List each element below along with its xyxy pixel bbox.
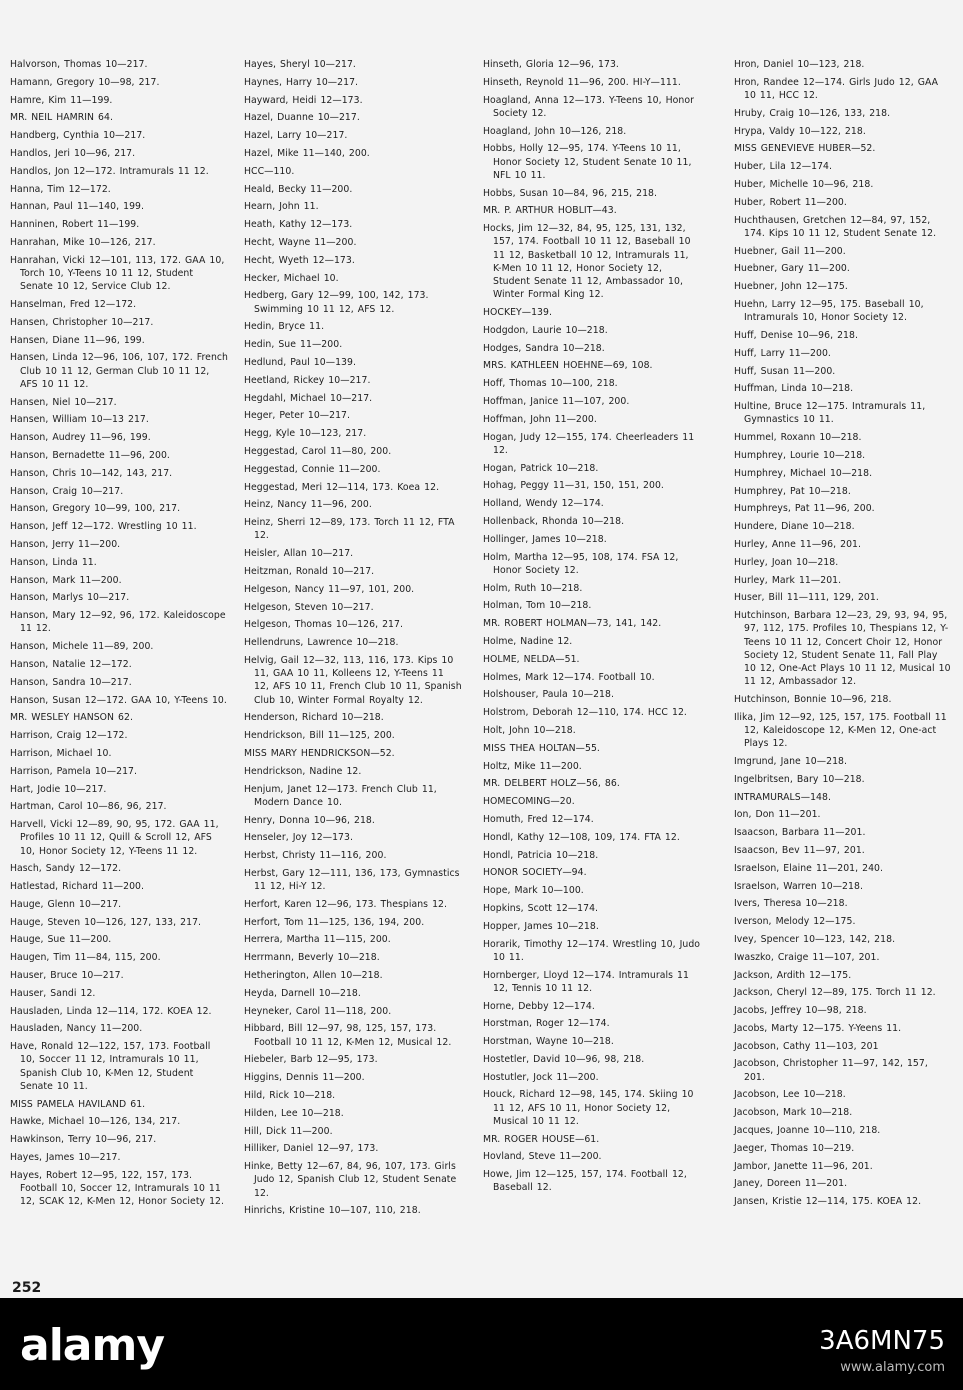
index-entry: Hauge, Steven 10—126, 127, 133, 217. bbox=[10, 916, 202, 928]
index-entry: Hostutler, Jock 11—200. bbox=[483, 1071, 599, 1083]
index-entry: Hron, Randee 12—174. Girls Judo 12, GAA 10 11, HCC 12. bbox=[734, 76, 939, 101]
index-entry: HOMECOMING—20. bbox=[483, 796, 575, 808]
index-entry: Hazel, Mike 11—140, 200. bbox=[244, 147, 370, 159]
index-entry: Hobbs, Susan 10—84, 96, 215, 218. bbox=[483, 187, 658, 199]
index-entry: Holme, Nadine 12. bbox=[483, 635, 573, 647]
index-entry: Hinseth, Reynold 11—96, 200. HI-Y—111. bbox=[483, 76, 681, 88]
index-column-3 bbox=[483, 58, 701, 1199]
index-entry: Heggestad, Meri 12—114, 173. Koea 12. bbox=[244, 481, 440, 493]
index-entry: Hutchinson, Bonnie 10—96, 218. bbox=[734, 693, 892, 705]
index-entry: Horne, Debby 12—174. bbox=[483, 1000, 595, 1012]
index-entry: Henjum, Janet 12—173. French Club 11, Modern Dance 10. bbox=[244, 783, 437, 808]
index-entry: Hanson, Gregory 10—99, 100, 217. bbox=[10, 503, 181, 515]
index-entry: Higgins, Dennis 11—200. bbox=[244, 1072, 365, 1084]
index-entry: Huff, Denise 10—96, 218. bbox=[734, 329, 858, 341]
index-entry: Heinz, Nancy 11—96, 200. bbox=[244, 499, 372, 511]
index-entry: Hundere, Diane 10—218. bbox=[734, 521, 855, 533]
watermark-image-id: 3A6MN75 bbox=[819, 1326, 945, 1356]
index-entry: Holm, Martha 12—95, 108, 174. FSA 12, Honor Society 12. bbox=[483, 551, 679, 576]
index-entry: Hecker, Michael 10. bbox=[244, 272, 339, 284]
index-entry: Hanson, Michele 11—89, 200. bbox=[10, 641, 154, 653]
index-entry: Hanninen, Robert 11—199. bbox=[10, 219, 140, 231]
index-entry: Israelson, Warren 10—218. bbox=[734, 880, 863, 892]
index-column-1 bbox=[10, 58, 228, 1213]
index-entry: Hogan, Judy 12—155, 174. Cheerleaders 11 12. bbox=[483, 431, 695, 456]
index-entry: Haugen, Tim 11—84, 115, 200. bbox=[10, 952, 161, 964]
index-entry: Henseler, Joy 12—173. bbox=[244, 832, 353, 844]
index-entry: Handlos, Jeri 10—96, 217. bbox=[10, 147, 136, 159]
index-entry: Hollinger, James 10—218. bbox=[483, 533, 607, 545]
watermark-logo: alamy bbox=[20, 1320, 164, 1371]
index-entry: Henry, Donna 10—96, 218. bbox=[244, 814, 375, 826]
index-entry: Huff, Susan 11—200. bbox=[734, 365, 836, 377]
index-entry: Hasch, Sandy 12—172. bbox=[10, 863, 122, 875]
index-entry: Herrmann, Beverly 10—218. bbox=[244, 952, 380, 964]
index-entry: Horstman, Wayne 10—218. bbox=[483, 1036, 614, 1048]
index-entry: Hauge, Glenn 10—217. bbox=[10, 898, 122, 910]
index-entry: Hiebeler, Barb 12—95, 173. bbox=[244, 1054, 378, 1066]
index-entry: Hild, Rick 10—218. bbox=[244, 1090, 336, 1102]
index-entry: HOCKEY—139. bbox=[483, 307, 552, 318]
index-entry: Huebner, Gail 11—200. bbox=[734, 245, 846, 257]
index-entry: Humphrey, Michael 10—218. bbox=[734, 467, 873, 479]
index-entry: MISS THEA HOLTAN—55. bbox=[483, 742, 600, 754]
index-entry: Hanson, Marlys 10—217. bbox=[10, 592, 130, 604]
index-entry: Hovland, Steve 11—200. bbox=[483, 1151, 602, 1163]
index-entry: Hohag, Peggy 11—31, 150, 151, 200. bbox=[483, 480, 664, 492]
index-entry: Iverson, Melody 12—175. bbox=[734, 916, 856, 928]
index-entry: MR. P. ARTHUR HOBLIT—43. bbox=[483, 205, 617, 217]
index-entry: HCC—110. bbox=[244, 165, 295, 177]
index-entry: Humphrey, Lourie 10—218. bbox=[734, 449, 866, 461]
index-entry: Holland, Wendy 12—174. bbox=[483, 498, 604, 510]
index-entry: Herfort, Tom 11—125, 136, 194, 200. bbox=[244, 916, 425, 928]
index-entry: Hayward, Heidi 12—173. bbox=[244, 94, 363, 106]
index-entry: Hedlund, Paul 10—139. bbox=[244, 356, 356, 368]
index-entry: Jacobson, Mark 10—218. bbox=[734, 1107, 853, 1119]
index-entry: Jackson, Cheryl 12—89, 175. Torch 11 12. bbox=[734, 987, 936, 999]
index-entry: Jacques, Joanne 10—110, 218. bbox=[734, 1125, 881, 1137]
index-entry: Huber, Michelle 10—96, 218. bbox=[734, 178, 874, 190]
index-entry: Horarik, Timothy 12—174. Wrestling 10, Judo 10 11. bbox=[483, 938, 701, 963]
index-entry: Hart, Jodie 10—217. bbox=[10, 783, 107, 795]
index-entry: Hornberger, Lloyd 12—174. Intramurals 11 12, Tennis 10 11 12. bbox=[483, 969, 689, 994]
index-entry: Harrison, Pamela 10—217. bbox=[10, 765, 138, 777]
index-entry: Ivers, Theresa 10—218. bbox=[734, 898, 848, 910]
index-entry: Hondl, Kathy 12—108, 109, 174. FTA 12. bbox=[483, 831, 680, 843]
index-entry: Hazel, Duanne 10—217. bbox=[244, 112, 360, 124]
index-entry: Jacobs, Marty 12—175. Y-Yeens 11. bbox=[734, 1022, 902, 1034]
index-entry: MR. DELBERT HOLZ—56, 86. bbox=[483, 778, 620, 790]
index-entry: Hodges, Sandra 10—218. bbox=[483, 342, 605, 354]
index-entry: Harvell, Vicki 12—89, 90, 95, 172. GAA 11, Profiles 10 11 12, Quill & Scroll 12, AFS 10, Honor Society 12, Y-Teens 11 12. bbox=[10, 819, 219, 857]
index-entry: HOLME, NELDA—51. bbox=[483, 653, 580, 665]
index-entry: Henderson, Richard 10—218. bbox=[244, 712, 384, 724]
index-entry: Hutchinson, Barbara 12—23, 29, 93, 94, 95, 97, 112, 175. Profiles 10, Thespians 12, Y-Teens 10 11 12, Concert Choir 12, Honor Society 12, Student Senate 11, Fall Play 10 12, One-Act Plays 10 11 12, Musical 10 11 12, Ambassador 12. bbox=[734, 610, 951, 688]
index-entry: Homuth, Fred 12—174. bbox=[483, 813, 594, 825]
index-entry: Jacobson, Cathy 11—103, 201 bbox=[734, 1040, 879, 1052]
index-entry: Hanson, Bernadette 11—96, 200. bbox=[10, 449, 170, 461]
index-entry: Hedin, Bryce 11. bbox=[244, 321, 325, 333]
index-entry: Helgeson, Nancy 11—97, 101, 200. bbox=[244, 583, 415, 595]
index-entry: Huber, Lila 12—174. bbox=[734, 161, 833, 173]
index-entry: Hearn, John 11. bbox=[244, 201, 319, 213]
index-entry: Hoffman, John 11—200. bbox=[483, 413, 597, 425]
index-entry: Hetherington, Allen 10—218. bbox=[244, 970, 383, 982]
index-entry: Humphreys, Pat 11—96, 200. bbox=[734, 503, 875, 515]
index-entry: Halvorson, Thomas 10—217. bbox=[10, 59, 148, 70]
index-entry: Hannan, Paul 11—140, 199. bbox=[10, 201, 145, 213]
index-entry: Helgeson, Thomas 10—126, 217. bbox=[244, 619, 403, 631]
index-entry: Isaacson, Barbara 11—201. bbox=[734, 827, 866, 839]
index-entry: Heisler, Allan 10—217. bbox=[244, 548, 354, 560]
index-entry: Hanson, Sandra 10—217. bbox=[10, 676, 132, 688]
index-entry: MISS GENEVIEVE HUBER—52. bbox=[734, 143, 876, 155]
index-entry: Hedberg, Gary 12—99, 100, 142, 173. Swimming 10 11 12, AFS 12. bbox=[244, 290, 429, 315]
index-entry: Jacobson, Christopher 11—97, 142, 157, 201. bbox=[734, 1058, 928, 1083]
index-entry: Hummel, Roxann 10—218. bbox=[734, 432, 862, 444]
index-entry: Huebner, Gary 11—200. bbox=[734, 263, 850, 275]
index-entry: Holt, John 10—218. bbox=[483, 724, 576, 736]
index-entry: Hauser, Sandi 12. bbox=[10, 987, 96, 999]
index-entry: Hayes, James 10—217. bbox=[10, 1152, 121, 1164]
index-entry: Hendrickson, Nadine 12. bbox=[244, 765, 362, 777]
index-entry: MRS. KATHLEEN HOEHNE—69, 108. bbox=[483, 360, 653, 372]
index-entry: Jacobs, Jeffrey 10—98, 218. bbox=[734, 1005, 867, 1017]
index-entry: Heath, Kathy 12—173. bbox=[244, 219, 353, 231]
index-entry: Isaacson, Bev 11—97, 201. bbox=[734, 844, 865, 856]
index-entry: Hurley, Joan 10—218. bbox=[734, 556, 839, 568]
index-entry: Hoagland, John 10—126, 218. bbox=[483, 125, 627, 137]
index-entry: Janey, Doreen 11—201. bbox=[734, 1178, 848, 1190]
index-entry: Hinseth, Gloria 12—96, 173. bbox=[483, 59, 619, 70]
index-entry: MR. ROBERT HOLMAN—73, 141, 142. bbox=[483, 618, 662, 630]
index-entry: Handberg, Cynthia 10—217. bbox=[10, 130, 146, 142]
index-entry: Heitzman, Ronald 10—217. bbox=[244, 565, 375, 577]
index-entry: Hausladen, Nancy 11—200. bbox=[10, 1023, 143, 1035]
index-entry: Huser, Bill 11—111, 129, 201. bbox=[734, 592, 879, 604]
index-entry: Hecht, Wayne 11—200. bbox=[244, 236, 357, 248]
index-entry: Hendrickson, Bill 11—125, 200. bbox=[244, 730, 395, 742]
index-entry: Hogan, Patrick 10—218. bbox=[483, 462, 599, 474]
index-entry: Harrison, Michael 10. bbox=[10, 747, 112, 759]
index-entry: Hopper, James 10—218. bbox=[483, 920, 599, 932]
index-entry: Huehn, Larry 12—95, 175. Baseball 10, Intramurals 10, Honor Society 12. bbox=[734, 298, 924, 324]
index-entry: Hanselman, Fred 12—172. bbox=[10, 298, 137, 310]
index-entry: Hostetler, David 10—96, 98, 218. bbox=[483, 1053, 645, 1065]
index-entry: Huchthausen, Gretchen 12—84, 97, 152, 174. Kips 10 11 12, Student Senate 12. bbox=[734, 214, 937, 239]
index-entry: Hanson, Mary 12—92, 96, 172. Kaleidoscope 11 12. bbox=[10, 610, 226, 635]
index-entry: Hartman, Carol 10—86, 96, 217. bbox=[10, 801, 167, 813]
index-entry: Hanson, Chris 10—142, 143, 217. bbox=[10, 467, 173, 479]
index-entry: Ivey, Spencer 10—123, 142, 218. bbox=[734, 933, 896, 945]
index-entry: Heyda, Darnell 10—218. bbox=[244, 987, 361, 999]
index-entry: Holman, Tom 10—218. bbox=[483, 600, 592, 612]
index-entry: Hegdahl, Michael 10—217. bbox=[244, 392, 373, 404]
index-entry: Holmes, Mark 12—174. Football 10. bbox=[483, 671, 655, 683]
index-entry: Hrypa, Valdy 10—122, 218. bbox=[734, 125, 866, 137]
index-entry: Holshouser, Paula 10—218. bbox=[483, 689, 614, 701]
index-entry: Hanson, Mark 11—200. bbox=[10, 574, 122, 586]
watermark-banner bbox=[0, 1298, 963, 1390]
index-entry: Hocks, Jim 12—32, 84, 95, 125, 131, 132, 157, 174. Football 10 11 12, Baseball 10 11 12, Basketball 10 12, Intramurals 11, K-Men 10 11 12, Honor Society 12, Student Senate 11 12, Ambassador 10, Winter Formal King 12. bbox=[483, 223, 691, 301]
index-entry: Haynes, Harry 10—217. bbox=[244, 76, 359, 88]
index-entry: Huebner, John 12—175. bbox=[734, 281, 848, 293]
index-entry: MR. ROGER HOUSE—61. bbox=[483, 1133, 600, 1145]
index-entry: Hansen, Niel 10—217. bbox=[10, 396, 117, 408]
index-entry: Holstrom, Deborah 12—110, 174. HCC 12. bbox=[483, 707, 687, 719]
index-entry: Jacobson, Lee 10—218. bbox=[734, 1089, 846, 1101]
index-entry: Heger, Peter 10—217. bbox=[244, 410, 351, 422]
index-entry: MR. NEIL HAMRIN 64. bbox=[10, 112, 113, 124]
index-entry: MISS MARY HENDRICKSON—52. bbox=[244, 747, 395, 759]
index-entry: Hedin, Sue 11—200. bbox=[244, 339, 343, 351]
index-entry: Hilden, Lee 10—218. bbox=[244, 1107, 344, 1119]
index-entry: Huff, Larry 11—200. bbox=[734, 347, 831, 359]
index-entry: Heald, Becky 11—200. bbox=[244, 183, 353, 195]
index-entry: Jackson, Ardith 12—175. bbox=[734, 969, 852, 981]
index-column-2 bbox=[244, 58, 462, 1222]
index-entry: Hawke, Michael 10—126, 134, 217. bbox=[10, 1116, 181, 1128]
index-entry: Hultine, Bruce 12—175. Intramurals 11, Gymnastics 10 11. bbox=[734, 401, 926, 426]
index-entry: Hanrahan, Vicki 12—101, 113, 172. GAA 10, Torch 10, Y-Teens 10 11 12, Student Senate 10 12, Service Club 12. bbox=[10, 254, 225, 293]
index-entry: Hibbard, Bill 12—97, 98, 125, 157, 173. Football 10 11 12, K-Men 12, Musical 12. bbox=[244, 1023, 452, 1048]
index-entry: Hinke, Betty 12—67, 84, 96, 107, 173. Girls Judo 12, Spanish Club 12, Student Senate 12. bbox=[244, 1161, 457, 1199]
index-entry: Hoffman, Janice 11—107, 200. bbox=[483, 395, 630, 407]
index-entry: Ion, Don 11—201. bbox=[734, 809, 821, 821]
index-entry: Hansen, Christopher 10—217. bbox=[10, 316, 154, 328]
index-entry: Hawkinson, Terry 10—96, 217. bbox=[10, 1134, 157, 1146]
index-entry: Hayes, Robert 12—95, 122, 157, 173. Football 10, Soccer 12, Intramurals 10 11 12, SCAK 12, K-Men 12, Honor Society 12. bbox=[10, 1169, 225, 1208]
index-entry: Hoagland, Anna 12—173. Y-Teens 10, Honor Society 12. bbox=[483, 94, 694, 119]
index-entry: Heyneker, Carol 11—118, 200. bbox=[244, 1005, 392, 1017]
index-entry: Hill, Dick 11—200. bbox=[244, 1125, 333, 1137]
index-entry: INTRAMURALS—148. bbox=[734, 791, 831, 803]
index-entry: Hruby, Craig 10—126, 133, 218. bbox=[734, 107, 891, 119]
index-entry: Hansen, William 10—13 217. bbox=[10, 414, 149, 426]
index-entry: MISS PAMELA HAVILAND 61. bbox=[10, 1098, 146, 1110]
index-entry: Hanson, Audrey 11—96, 199. bbox=[10, 432, 151, 444]
index-entry: Hanson, Susan 12—172. GAA 10, Y-Teens 10. bbox=[10, 694, 227, 706]
index-entry: Hobbs, Holly 12—95, 174. Y-Teens 10 11, Honor Society 12, Student Senate 10 11, NFL 10 11. bbox=[483, 143, 692, 181]
index-entry: Heetland, Rickey 10—217. bbox=[244, 374, 371, 386]
index-entry: Hellendruns, Lawrence 10—218. bbox=[244, 637, 399, 649]
index-entry: Hausladen, Linda 12—114, 172. KOEA 12. bbox=[10, 1005, 212, 1017]
index-entry: Helgeson, Steven 10—217. bbox=[244, 601, 374, 613]
index-entry: Hurley, Anne 11—96, 201. bbox=[734, 538, 862, 550]
index-entry: Ingelbritsen, Bary 10—218. bbox=[734, 773, 865, 785]
index-entry: HONOR SOCIETY—94. bbox=[483, 867, 587, 879]
index-entry: Ilika, Jim 12—92, 125, 157, 175. Football 11 12, Kaleidoscope 12, K-Men 12, One-act Plays 12. bbox=[734, 711, 947, 750]
index-entry: Hauser, Bruce 10—217. bbox=[10, 970, 124, 982]
index-entry: Hegg, Kyle 10—123, 217. bbox=[244, 428, 367, 440]
index-entry: Hanson, Craig 10—217. bbox=[10, 485, 124, 497]
index-entry: Jambor, Janette 11—96, 201. bbox=[734, 1160, 873, 1172]
index-entry: Heggestad, Carol 11—80, 200. bbox=[244, 445, 392, 457]
index-entry: Hanrahan, Mike 10—126, 217. bbox=[10, 236, 156, 248]
index-entry: Hanna, Tim 12—172. bbox=[10, 183, 111, 195]
index-entry: Handlos, Jon 12—172. Intramurals 11 12. bbox=[10, 165, 209, 177]
watermark-url: www.alamy.com bbox=[840, 1360, 945, 1375]
index-entry: Hansen, Linda 12—96, 106, 107, 172. French Club 10 11 12, German Club 10 11 12, AFS 10 11 12. bbox=[10, 352, 228, 390]
index-entry: Jaeger, Thomas 10—219. bbox=[734, 1142, 855, 1154]
index-entry: Hron, Daniel 10—123, 218. bbox=[734, 59, 865, 70]
index-entry: Hopkins, Scott 12—174. bbox=[483, 902, 599, 914]
index-entry: Herrera, Martha 11—115, 200. bbox=[244, 934, 391, 946]
index-entry: Hanson, Natalie 12—172. bbox=[10, 658, 132, 670]
index-entry: Houck, Richard 12—98, 145, 174. Skiing 10 11 12, AFS 10 11, Honor Society 12, Musical 10 11 12. bbox=[483, 1089, 694, 1127]
index-entry: Howe, Jim 12—125, 157, 174. Football 12, Baseball 12. bbox=[483, 1169, 687, 1194]
index-entry: Hilliker, Daniel 12—97, 173. bbox=[244, 1143, 379, 1155]
index-entry: Hayes, Sheryl 10—217. bbox=[244, 59, 356, 70]
index-entry: Holtz, Mike 11—200. bbox=[483, 760, 582, 772]
index-entry: Hazel, Larry 10—217. bbox=[244, 130, 348, 142]
index-column-4 bbox=[734, 58, 952, 1213]
index-entry: Imgrund, Jane 10—218. bbox=[734, 755, 848, 767]
index-entry: Horstman, Roger 12—174. bbox=[483, 1018, 610, 1030]
index-entry: Hanson, Linda 11. bbox=[10, 556, 97, 568]
index-entry: Huffman, Linda 10—218. bbox=[734, 383, 854, 395]
index-entry: Hope, Mark 10—100. bbox=[483, 885, 584, 897]
index-entry: Hanson, Jeff 12—172. Wrestling 10 11. bbox=[10, 521, 197, 533]
page-number: 252 bbox=[12, 1280, 42, 1296]
index-entry: Hecht, Wyeth 12—173. bbox=[244, 254, 355, 266]
index-entry: Hodgdon, Laurie 10—218. bbox=[483, 324, 608, 336]
index-entry: Heggestad, Connie 11—200. bbox=[244, 463, 381, 475]
index-entry: Have, Ronald 12—122, 157, 173. Football 10, Soccer 11 12, Intramurals 10 11, Spanish Club 10, K-Men 12, Student Senate 10 11. bbox=[10, 1041, 211, 1092]
index-entry: Hauge, Sue 11—200. bbox=[10, 934, 112, 946]
index-entry: Herbst, Gary 12—111, 136, 173, Gymnastics 11 12, Hi-Y 12. bbox=[244, 867, 460, 893]
index-entry: Hinrichs, Kristine 10—107, 110, 218. bbox=[244, 1205, 421, 1217]
index-entry: Hatlestad, Richard 11—200. bbox=[10, 881, 145, 893]
index-entry: Israelson, Elaine 11—201, 240. bbox=[734, 862, 884, 874]
index-entry: Hondl, Patricia 10—218. bbox=[483, 849, 599, 861]
index-entry: Jansen, Kristie 12—114, 175. KOEA 12. bbox=[734, 1196, 922, 1208]
index-entry: Herfort, Karen 12—96, 173. Thespians 12. bbox=[244, 898, 448, 910]
index-entry: Hamre, Kim 11—199. bbox=[10, 94, 113, 106]
index-entry: Hansen, Diane 11—96, 199. bbox=[10, 334, 145, 346]
index-entry: Huber, Robert 11—200. bbox=[734, 196, 847, 208]
index-entry: Hanson, Jerry 11—200. bbox=[10, 538, 121, 550]
index-entry: Hamann, Gregory 10—98, 217. bbox=[10, 76, 160, 88]
index-entry: MR. WESLEY HANSON 62. bbox=[10, 712, 133, 724]
index-entry: Humphrey, Pat 10—218. bbox=[734, 485, 851, 497]
index-entry: Helvig, Gail 12—32, 113, 116, 173. Kips 10 11, GAA 10 11, Kolleens 12, Y-Teens 11 12, AFS 10 11, French Club 10 11, Spanish Club 10, Winter Formal Royalty 12. bbox=[244, 654, 462, 706]
index-entry: Holm, Ruth 10—218. bbox=[483, 582, 583, 594]
index-entry: Hollenback, Rhonda 10—218. bbox=[483, 515, 625, 527]
index-entry: Herbst, Christy 11—116, 200. bbox=[244, 850, 387, 862]
index-entry: Iwaszko, Craige 11—107, 201. bbox=[734, 951, 880, 963]
index-entry: Hurley, Mark 11—201. bbox=[734, 574, 842, 586]
index-entry: Hoff, Thomas 10—100, 218. bbox=[483, 378, 618, 390]
index-entry: Harrison, Craig 12—172. bbox=[10, 730, 128, 742]
index-entry: Heinz, Sherri 12—89, 173. Torch 11 12, FTA 12. bbox=[244, 517, 455, 542]
